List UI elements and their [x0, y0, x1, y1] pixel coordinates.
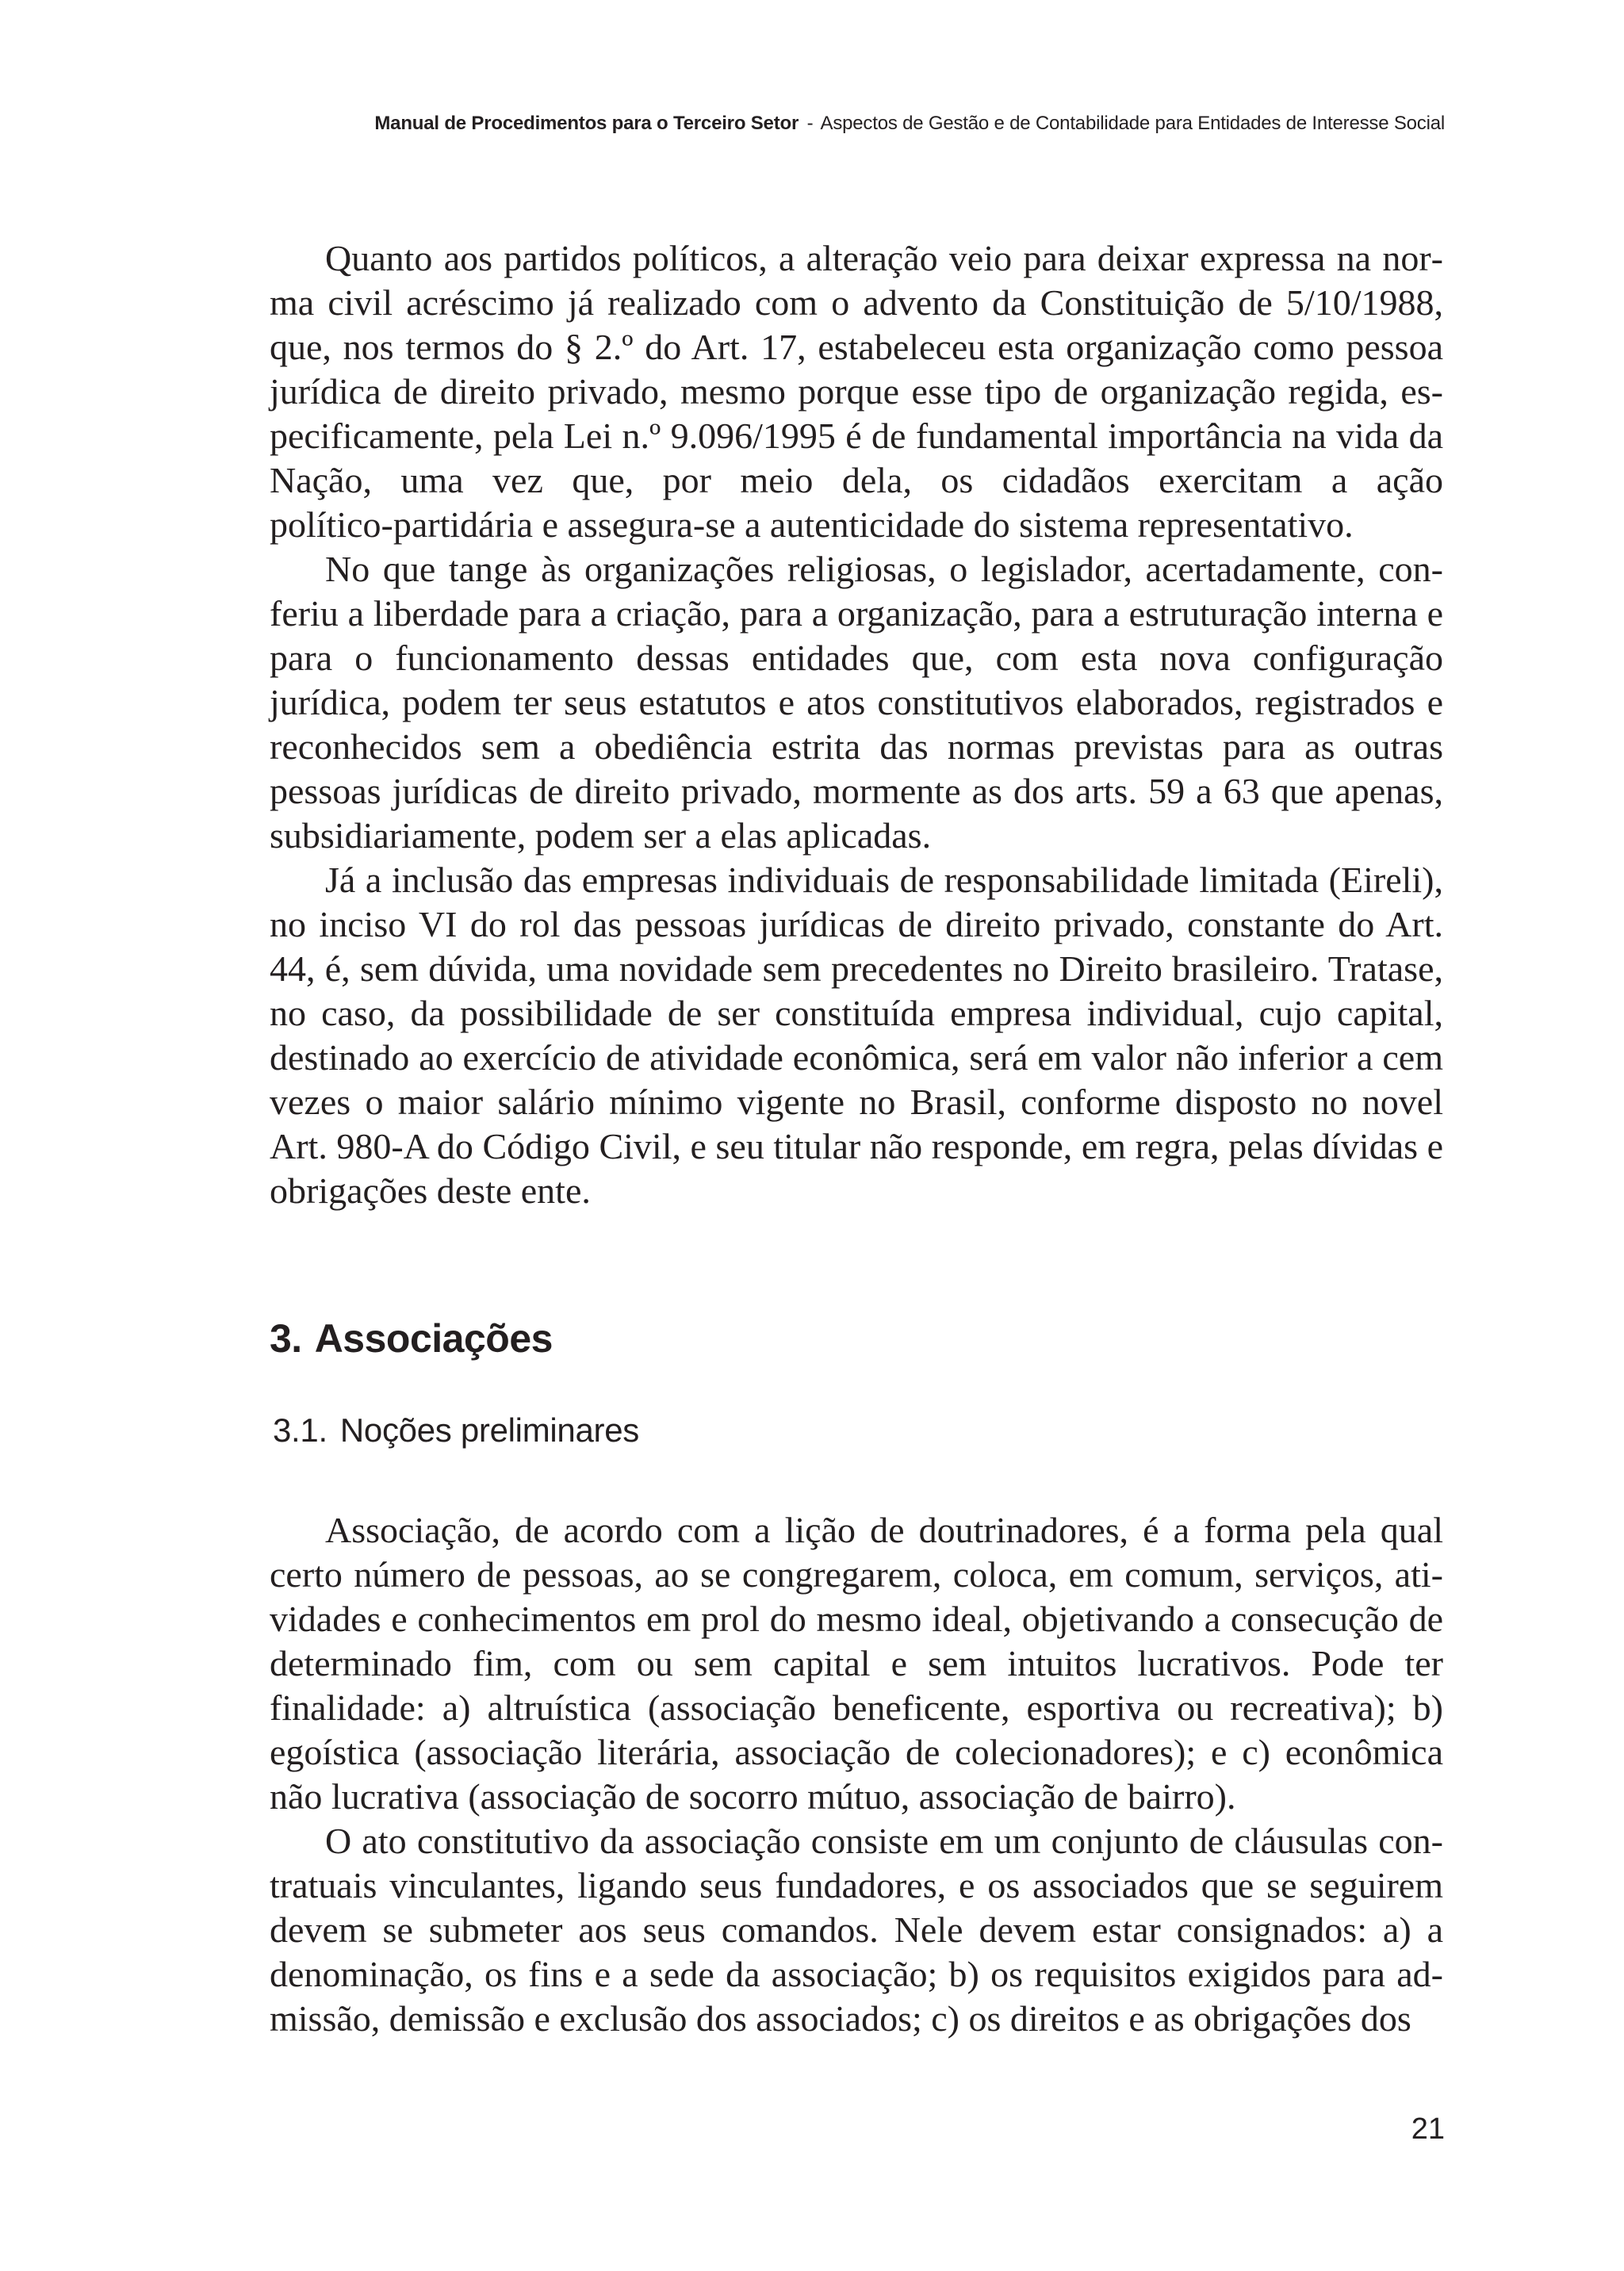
paragraph-eireli: Já a inclusão das empresas individuais de responsabilidade limitada (Eireli), no inciso VI do rol das pessoas jurídicas de direito privado, constante do Art. 44, é, sem dúvida, uma novidade sem precedentes no Direito brasileiro. Tratase, no caso, da possibilidade de ser constituída empresa individual, cujo capital, destinado ao exercício de atividade econômica, será em valor não inferior a cem vezes o maior salário mínimo vigente no Brasil, conforme disposto no novel Art. 980-A do Código Civil, e seu titular não responde, em regra, pelas dívidas e obrigações deste ente. [270, 860, 1443, 1211]
paragraph-associacao-definicao: Associação, de acordo com a lição de doutrinadores, é a forma pela qual certo número de pessoas, ao se congregarem, coloca, em comum, serviços, atividades e conhecimentos em prol do mesmo ideal, objetivando a consecução de determinado fim, com ou sem capital e sem intuitos lucrativos. Pode ter finalidade: a) altruística (associação beneficente, esportiva ou recreativa); b) egoística (associação literária, associação de colecionadores); e c) econômica não lucrativa (associação de socorro mútuo, associação de bairro). [270, 1510, 1443, 1817]
header-book-subtitle: Aspectos de Gestão e de Contabilidade para Entidades de Interesse Social [820, 113, 1445, 134]
subsection-number: 3.1. [273, 1411, 327, 1449]
section-number: 3. [270, 1316, 302, 1361]
paragraph-partidos-politicos: Quanto aos partidos políticos, a alteração veio para deixar expressa na norma civil acréscimo já realizado com o advento da Constituição de 5/10/1988, que, nos termos do § 2.º do Art. 17, estabeleceu esta organização como pessoa jurídica de direito privado, mesmo porque esse tipo de organização regida, especificamente, pela Lei n.º 9.096/1995 é de fundamental importância na vida da Nação, uma vez que, por meio dela, os cidadãos exercitam a ação político‑partidária e assegura-se a autenticidade do sistema representativo. [270, 238, 1443, 545]
header-separator: - [806, 113, 814, 134]
subsection-heading [273, 1410, 1443, 1451]
page-number: 21 [1411, 2112, 1445, 2146]
header-book-title: Manual de Procedimentos para o Terceiro Setor [374, 113, 799, 134]
paragraph-organizacoes-religiosas: No que tange às organizações religiosas, o legislador, acertadamente, conferiu a liberdade para a criação, para a organização, para a estruturação interna e para o funcionamento dessas entidades que, com esta nova configuração jurídica, podem ter seus estatutos e atos constitutivos elaborados, registrados e reconhecidos sem a obediência estrita das normas previstas para as outras pessoas jurídicas de direito privado, mormente as dos arts. 59 a 63 que apenas, subsidiariamente, podem ser a elas aplicadas. [270, 549, 1443, 856]
page-body [270, 236, 1443, 2041]
subsection-title: Noções preliminares [339, 1411, 639, 1449]
paragraph-ato-constitutivo: O ato constitutivo da associação consiste em um conjunto de cláusulas contratuais vinculantes, ligando seus fundadores, e os associados que se seguirem devem se submeter aos seus comandos. Nele devem estar consignados: a) a denominação, os fins e a sede da associação; b) os requisitos exigidos para admissão, demissão e exclusão dos associados; c) os direitos e as obrigações dos [270, 1821, 1443, 2039]
section-title: Associações [314, 1316, 553, 1361]
section-heading [270, 1315, 1443, 1362]
running-header [374, 113, 1445, 135]
